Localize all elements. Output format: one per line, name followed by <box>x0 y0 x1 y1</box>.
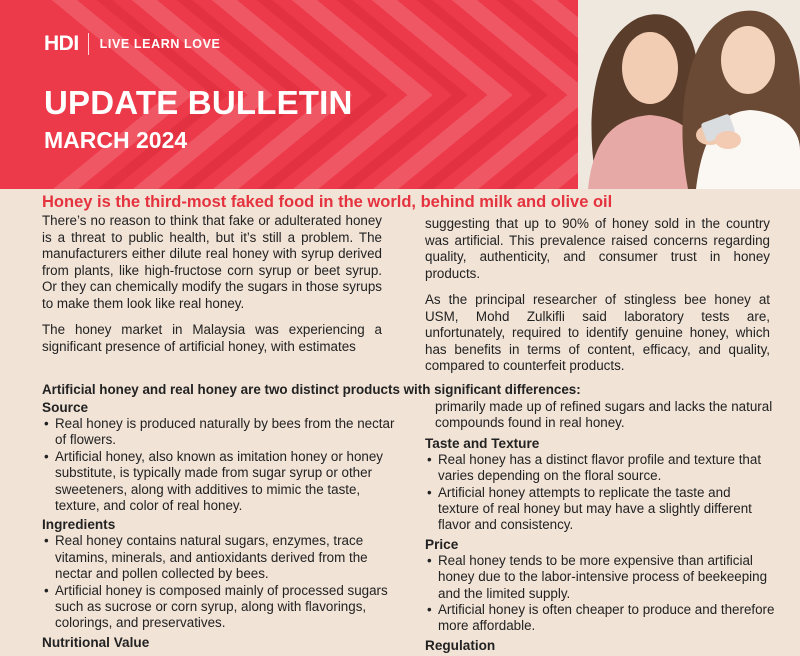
section-title-regulation: Regulation <box>425 637 496 653</box>
header-photo <box>578 0 800 189</box>
women-with-phone-image <box>578 0 800 189</box>
list-item: • Artificial honey is often cheaper to produce and therefore more affordable. <box>425 602 775 635</box>
section-title-taste-texture: Taste and Texture <box>425 435 540 451</box>
article-right-column <box>425 216 770 385</box>
section-title-price: Price <box>425 536 459 552</box>
differences-left-column <box>42 399 397 651</box>
section-title-source: Source <box>42 400 89 415</box>
hdi-logo <box>44 32 221 56</box>
price-list <box>425 553 775 635</box>
bulletin-title: UPDATE BULLETIN <box>44 84 353 121</box>
header-banner <box>0 0 800 189</box>
taste-texture-list <box>425 452 775 534</box>
logo-divider <box>88 33 89 55</box>
nutrition-continued-text: primarily made up of refined sugars and lacks the natural compounds found in real honey. <box>435 399 773 431</box>
list-item: • Real honey tends to be more expensive than artificial honey due to the labor-intensive process of beekeeping and the limited supply. <box>425 553 775 602</box>
section-title-nutritional-value: Nutritional Value <box>42 634 150 650</box>
list-item: • Real honey contains natural sugars, enzymes, trace vitamins, minerals, and antioxidants derived from the nectar and pollen collected by bees. <box>42 533 397 582</box>
article-headline: Honey is the third-most faked food in the world, behind milk and olive oil <box>42 193 613 211</box>
logo-wordmark: HDI <box>44 32 79 55</box>
section-title-ingredients: Ingredients <box>42 517 116 533</box>
paragraph: There’s no reason to think that fake or adulterated honey is a threat to public health, but it’s still a problem. The manufacturers either dilute real honey with syrup derived from plants, like high-fructose corn syrup or beet syrup. Or they can chemically modify the sugars in those syrups to make them look like real honey. <box>42 213 382 311</box>
differences-right-column <box>425 399 775 654</box>
list-item: • Artificial honey is composed mainly of processed sugars such as sucrose or corn syrup, along with flavorings, colorings, and preservatives. <box>42 583 397 632</box>
article-left-column <box>42 213 382 365</box>
list-item: • Artificial honey, also known as imitation honey or honey substitute, is typically made from sugar syrup or other sweeteners, along with additives to mimic the taste, texture, and color of real honey. <box>42 449 397 515</box>
ingredients-list <box>42 533 397 631</box>
bulletin-date: MARCH 2024 <box>44 127 188 153</box>
logo-tagline: LIVE LEARN LOVE <box>99 37 221 51</box>
paragraph: As the principal researcher of stingless bee honey at USM, Mohd Zulkifli said laboratory tests are, unfortunately, required to identify genuine honey, which has benefits in terms of content, efficacy, and quality, compared to counterfeit products. <box>425 292 770 373</box>
source-list <box>42 416 397 514</box>
list-item: • Artificial honey attempts to replicate the taste and texture of real honey but may have a slightly different flavor and consistency. <box>425 485 775 534</box>
differences-heading: Artificial honey and real honey are two distinct products with significant differences: <box>42 382 581 397</box>
paragraph: suggesting that up to 90% of honey sold in the country was artificial. This prevalence raised concerns regarding quality, authenticity, and consumer trust in honey products. <box>425 216 770 281</box>
list-item: • Real honey is produced naturally by bees from the nectar of flowers. <box>42 416 397 449</box>
paragraph: The honey market in Malaysia was experiencing a significant presence of artificial honey, with estimates <box>42 322 382 354</box>
list-item: • Real honey has a distinct flavor profile and texture that varies depending on the floral source. <box>425 452 775 485</box>
